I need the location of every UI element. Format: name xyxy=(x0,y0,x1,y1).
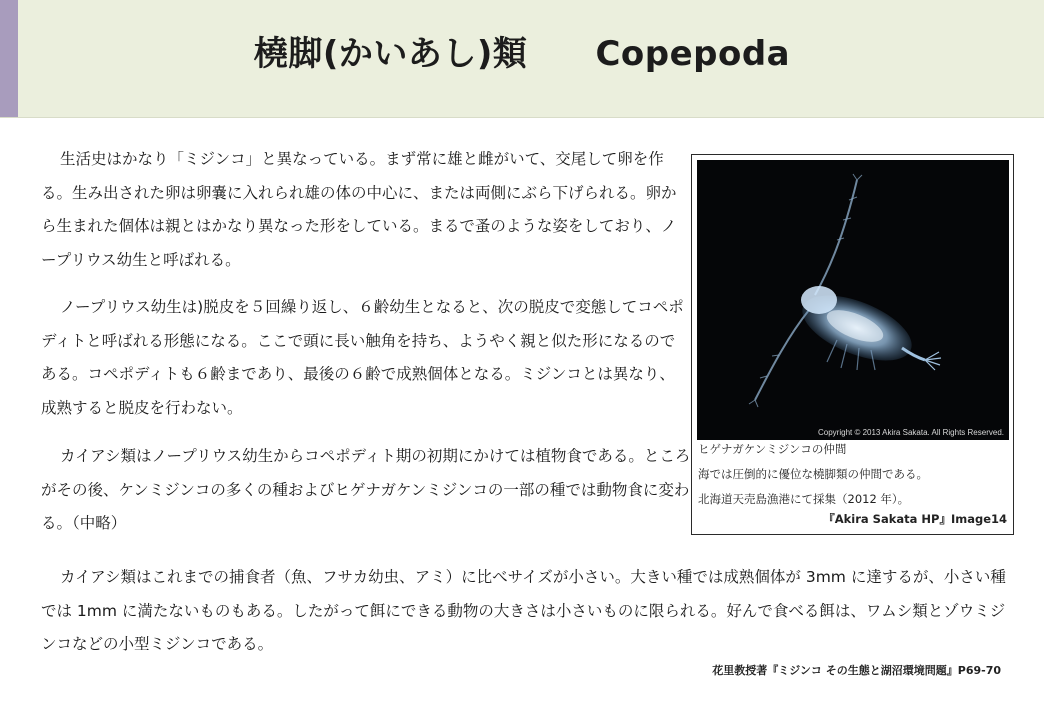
paragraph-life-history: 生活史はかなり「ミジンコ」と異なっている。まず常に雄と雌がいて、交尾して卵を作る。生み出された卵は卵嚢に入れられ雄の体の中心に、または両側にぶら下げられる。卵から生まれた個体は親とはかなり異なった形をしている。まるで蚤のような姿をしており、ノープリウス幼生と呼ばれる。 xyxy=(41,150,677,269)
figure-credit: 『Akira Sakata HP』Image14 xyxy=(823,512,1007,526)
photo-copyright: Copyright © 2013 Akira Sakata. All Rights Reserved. xyxy=(818,428,1004,437)
title-latin: Copepoda xyxy=(595,34,791,74)
paragraph-size: カイアシ類はこれまでの捕食者（魚、フサカ幼虫、アミ）に比べサイズが小さい。大きい種では成熟個体が 3mm に達するが、小さい種では 1mm に満たないものもある。したがって餌にできる動物の大きさは小さいものに限られる。好んで食べる餌は、ワムシ類とゾウミジンコなどの小型ミジンコである。 xyxy=(41,568,1006,653)
header-bar xyxy=(0,0,1044,118)
figure-caption-line: 海では圧倒的に優位な橈脚類の仲間である。 xyxy=(698,467,928,481)
paragraph-nauplius: ノープリウス幼生は)脱皮を５回繰り返し、６齢幼生となると、次の脱皮で変態してコペポディトと呼ばれる形態になる。ここで頭に長い触角を持ち、ようやく親と似た形になるのである。コペポディトも６齢まであり、最後の６齢で成熟個体となる。ミジンコとは異なり、成熟すると脱皮を行わない。 xyxy=(41,298,684,417)
title-japanese: 橈脚(かいあし)類 xyxy=(253,34,528,74)
figure-caption-line: 北海道天売島漁港にて採集（2012 年）。 xyxy=(698,492,910,506)
page-title xyxy=(0,26,1044,75)
paragraph-diet: カイアシ類はノープリウス幼生からコペポディト期の初期にかけては植物食である。ところがその後、ケンミジンコの多くの種およびヒゲナガケンミジンコの一部の種では動物食に変わる。（中略） xyxy=(41,447,691,532)
copepod-illustration xyxy=(697,160,1009,440)
figure-caption-line: ヒゲナガケンミジンコの仲間 xyxy=(698,442,847,456)
copepod-figure xyxy=(691,154,1014,535)
source-citation: 花里教授著『ミジンコ その生態と湖沼環境問題』P69-70 xyxy=(712,664,1001,677)
copepod-photo xyxy=(697,160,1009,440)
